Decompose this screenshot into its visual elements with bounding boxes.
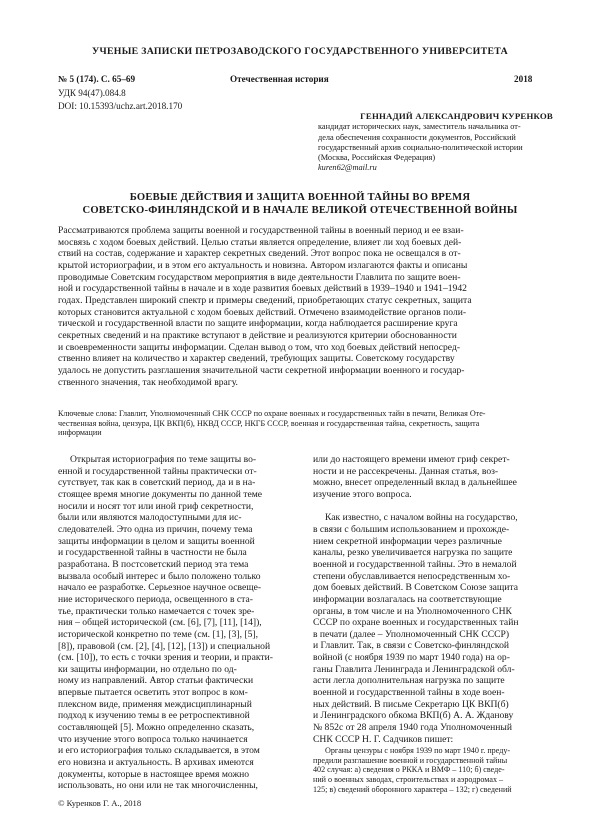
paragraph-gap [313, 501, 546, 513]
body-line: вызвала особый интерес и было положено только [58, 570, 261, 582]
body-line: носили и носят тот или иной гриф секретности, [58, 500, 254, 512]
body-line: органы, в том числе и на Уполномоченного СНК [313, 605, 512, 617]
issue-info: № 5 (174). С. 65–69 [58, 74, 136, 84]
author-affiliation-line: кандидат исторических наук, заместитель начальника от- [318, 122, 521, 132]
body-line: дом боевых действий. В Советском Союзе защита [313, 582, 519, 594]
body-line: в печати (далее – Уполномоченный СНК СССР) [313, 628, 510, 640]
body-line: следователей. Это одна из причин, почему тема [58, 523, 253, 535]
quote-line: Органы цензуры с ноября 1939 по март 1940 г. преду- [325, 746, 511, 755]
journal-header: УЧЕНЫЕ ЗАПИСКИ ПЕТРОЗАВОДСКОГО ГОСУДАРСТВЕННОГО УНИВЕРСИТЕТА [91, 46, 508, 57]
author-block [318, 111, 553, 174]
author-affiliation-line: (Москва, Российская Федерация) [318, 153, 436, 163]
body-line: степени обуславливается непосредственным хо- [313, 570, 511, 582]
keywords-line: информации [58, 428, 102, 438]
body-line: исторической конкретно по теме (см. [1], [3], [5], [58, 628, 258, 640]
body-line: защиты информации в целом и защиты военной [58, 535, 255, 547]
body-line: енной и государственной тайны практически от- [58, 465, 257, 477]
author-affiliation-line: дела обеспечения сохранности документов, Российский [318, 132, 516, 142]
keywords-line: чественная война, цензура, ЦК ВКП(б), НКВД СССР, НКГБ СССР, военная и государственная тайна, секретность, защита [58, 418, 480, 428]
body-line: стоящее время многие документы по данной теме [58, 488, 263, 500]
title-line: СОВЕТСКО-ФИНЛЯНДСКОЙ И В НАЧАЛЕ ВЕЛИКОЙ ОТЕЧЕСТВЕННОЙ ВОЙНЫ [82, 204, 518, 216]
abstract-line: удалось не допустить разглашения значительной части секретной информации военного и государ- [58, 364, 465, 376]
abstract-line: крытой историографии, и в этом его актуальность и новизна. Автором излагаются факты и описаны [58, 259, 468, 271]
body-line: плексном виде, применяя междисциплинарный [58, 698, 252, 710]
abstract-line: которых становится актуальной с ходом боевых действий. Отмечено взаимодействие органов поли- [58, 306, 467, 318]
body-line: были или являются малодоступными для ис- [58, 512, 242, 524]
body-line: тье, практически только намечается с точек зре- [58, 605, 255, 617]
abstract-line: проводимые Советским государством мероприятия в виде деятельности Главлита по защите воен- [58, 271, 461, 283]
body-line: в связи с большим использованием и прохожде- [313, 523, 510, 535]
body-line: и Ленинградского обкома ВКП(б) А. А. Жданову [313, 710, 514, 722]
article-title [0, 192, 600, 218]
body-line: ки защиты информации, но отдельно по од- [58, 663, 237, 675]
doi: DOI: 10.15393/uchz.art.2018.170 [58, 101, 183, 111]
body-line: ных действий. В письме Секретарю ЦК ВКП(б) [313, 698, 509, 710]
right-column [313, 454, 546, 745]
body-line: каналы, резко увеличивается нагрузка по защите [313, 547, 513, 559]
copyright-notice: © Куренков Г. А., 2018 [58, 798, 142, 808]
abstract-line: годах. Представлен широкий спектр и примеры сведений, приобретающих статус секретных, защита [58, 294, 472, 306]
body-line: или до настоящего времени имеют гриф секрет- [313, 454, 510, 465]
keywords-line: Ключевые слова: Главлит, Уполномоченный СНК СССР по охране военных и государственных тайн в печати, Великая Оте- [58, 409, 486, 418]
title-line: БОЕВЫЕ ДЕЙСТВИЯ И ЗАЩИТА ВОЕННОЙ ТАЙНЫ ВО ВРЕМЯ [129, 192, 471, 203]
body-line: ному из направлений. Автор статьи фактически [58, 675, 254, 687]
body-line: нием секретной информации через различные [313, 535, 502, 547]
quote-line: ний о военных заводах, строительствах и аэродромах – [313, 775, 504, 785]
abstract-line: ной и государственной тайны в начале и в ходе развития боевых действий в 1939–1940 и 1941–1942 [58, 283, 467, 295]
abstract [58, 225, 546, 388]
body-line: впервые пытается осветить этот вопрос в ком- [58, 687, 248, 699]
quote-line: 125; в) сведений оборонного характера – 132; г) сведений [313, 784, 512, 794]
keywords [58, 409, 546, 438]
body-line: военной и государственной тайны. Это в немалой [313, 558, 517, 570]
left-column [58, 454, 290, 792]
body-line: (см. [10]), то есть с точки зрения и теории, и практи- [58, 652, 273, 664]
body-line: что изучение этого вопроса только начинается [58, 733, 248, 745]
abstract-line: ствий на состав, содержание и характер секретных сведений. Этот вопрос пока не освещался в от- [58, 248, 461, 260]
body-line: документы, которые в настоящее время можно [58, 768, 250, 780]
author-email[interactable]: kuren62@mail.ru [318, 163, 377, 173]
body-line: № 852с от 28 апреля 1940 года Уполномоченный [313, 722, 512, 734]
body-line: и государственной тайны в частности не была [58, 547, 247, 559]
quote-line: предили разглашение военной и государственной тайны [313, 755, 508, 765]
body-line: Как известно, с началом войны на государство, [325, 512, 518, 524]
body-line: ния – общей исторической (см. [6], [7], [11], [14]), [58, 617, 262, 629]
abstract-line: и своевременности защиты информации. Сделан вывод о том, что ход боевых действий непосред- [58, 341, 461, 353]
abstract-line: мосвязь с ходом боевых действий. Целью статьи является определение, влияет ли ход боевых дей- [58, 236, 462, 248]
body-line: сутствует, так как в советский период, да и в на- [58, 477, 256, 489]
body-line: и Главлит. Так, в связи с Советско-финляндской [313, 640, 510, 652]
body-line: начало ее разработке. Серьезное научное освеще- [58, 582, 262, 594]
udc-code: УДК 94(47).084.8 [58, 88, 126, 98]
section-name: Отечественная история [230, 74, 329, 84]
body-line: СНК СССР Н. Г. Садчиков пишет: [313, 733, 454, 745]
body-line: использовать, но они или не так многочисленны, [58, 780, 258, 792]
body-line: Открытая историография по теме защиты во- [70, 454, 257, 465]
body-line: ние исторического периода, освещенного в ста- [58, 593, 253, 605]
body-line: асти легла дополнительная нагрузка по защите [313, 675, 505, 687]
body-line: разработана. В постсоветский период эта тема [58, 558, 249, 570]
body-line: СССР по охране военных и государственных тайн [313, 617, 519, 629]
body-line: войной (с ноября 1939 по март 1940 года) на ор- [313, 652, 510, 664]
body-line: подход к изучению темы в ее ретроспективной [58, 710, 250, 722]
body-line: составляющей [5]. Можно определенно сказать, [58, 722, 255, 734]
abstract-line: ственного значения, так необходимой врагу. [58, 376, 238, 388]
body-line: [8]), правовой (см. [2], [4], [12], [13]) и специальной [58, 640, 271, 652]
author-affiliation-line: государственный архив социально-политической истории [318, 142, 523, 152]
body-line: ганы Главлита Ленинграда и Ленинградской обл- [313, 663, 515, 675]
body-line: и его историография только складывается, в этом [58, 745, 260, 757]
body-line: информации возлагалась на соответствующие [313, 593, 502, 605]
body-line: изучение этого вопроса. [313, 488, 412, 500]
body-line: военной и государственной тайны в ходе воен- [313, 687, 505, 699]
abstract-line: Рассматриваются проблема защиты военной и государственной тайны в военный период и ее взаи- [58, 225, 464, 236]
issue-year: 2018 [514, 74, 533, 84]
body-line: можно, внесет определенный вклад в дальнейшее [313, 477, 517, 489]
author-name: ГЕННАДИЙ АЛЕКСАНДРОВИЧ КУРЕНКОВ [360, 111, 553, 121]
abstract-line: секретных сведений и на практике вступают в действие и реализуются критерии обоснованности [58, 329, 457, 341]
body-line: ности и не рассекречены. Данная статья, воз- [313, 465, 499, 477]
abstract-line: ственно влияет на количество и характер сведений, требующих защиты. Советскому государству [58, 353, 455, 365]
quote-line: 402 случая: а) сведения о РККА и ВМФ – 110; б) сведе- [313, 765, 505, 775]
abstract-line: тической и государственной власти по защите информации, когда наблюдается расширение круга [58, 318, 458, 330]
quote-block [313, 746, 546, 795]
body-line: его новизна и актуальность. В архивах имеются [58, 757, 254, 769]
